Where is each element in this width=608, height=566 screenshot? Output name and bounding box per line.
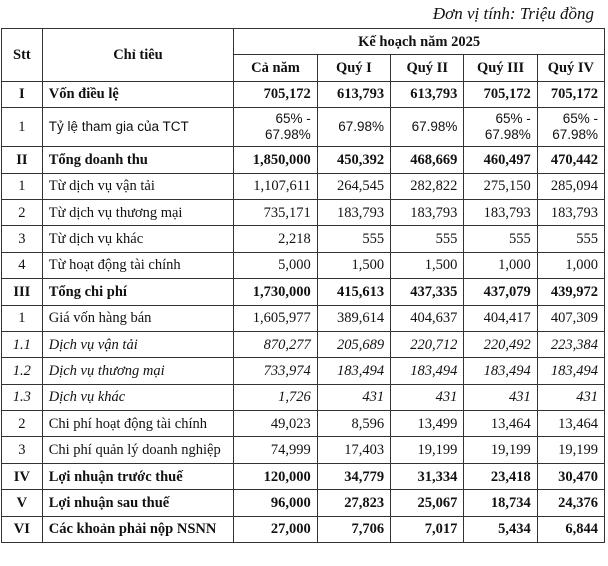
- row-value: 470,442: [537, 147, 604, 173]
- row-value: 17,403: [317, 437, 390, 463]
- row-value: 450,392: [317, 147, 390, 173]
- row-value: 431: [391, 384, 464, 410]
- row-stt: 2: [2, 411, 43, 437]
- row-value: 705,172: [464, 81, 537, 107]
- row-value: 13,499: [391, 411, 464, 437]
- table-row: [2, 516, 605, 542]
- row-value: 613,793: [391, 81, 464, 107]
- unit-note: Đơn vị tính: Triệu đồng: [432, 4, 594, 23]
- row-label: Các khoản phải nộp NSNN: [42, 516, 233, 542]
- header-col-year: Cả năm: [234, 55, 318, 81]
- table-row: [2, 252, 605, 278]
- header-col-q2: Quý II: [391, 55, 464, 81]
- row-value: 30,470: [537, 463, 604, 489]
- table-row: [2, 331, 605, 357]
- row-stt: 3: [2, 437, 43, 463]
- row-value: 5,000: [234, 252, 318, 278]
- row-label: Chi phí hoạt động tài chính: [42, 411, 233, 437]
- row-stt: II: [2, 147, 43, 173]
- row-value: 183,494: [464, 358, 537, 384]
- header-col-q4: Quý IV: [537, 55, 604, 81]
- header-col-q1: Quý I: [317, 55, 390, 81]
- row-value: 6,844: [537, 516, 604, 542]
- row-label: Tỷ lệ tham gia của TCT: [42, 108, 233, 147]
- row-value: 220,712: [391, 331, 464, 357]
- row-value: 431: [537, 384, 604, 410]
- row-value: 264,545: [317, 173, 390, 199]
- table-row: [2, 226, 605, 252]
- header-stt: Stt: [2, 29, 43, 82]
- row-value: 705,172: [537, 81, 604, 107]
- table-body: [2, 81, 605, 542]
- row-value: 431: [317, 384, 390, 410]
- row-value: 407,309: [537, 305, 604, 331]
- row-value: 437,079: [464, 279, 537, 305]
- header-col-q3: Quý III: [464, 55, 537, 81]
- row-label: Lợi nhuận trước thuế: [42, 463, 233, 489]
- row-value: 1,850,000: [234, 147, 318, 173]
- row-value: 24,376: [537, 490, 604, 516]
- row-value: 1,107,611: [234, 173, 318, 199]
- row-value: 735,171: [234, 199, 318, 225]
- row-value: 19,199: [391, 437, 464, 463]
- row-value: 404,417: [464, 305, 537, 331]
- row-stt: 2: [2, 199, 43, 225]
- row-label: Lợi nhuận sau thuế: [42, 490, 233, 516]
- row-value: 1,726: [234, 384, 318, 410]
- row-value: 49,023: [234, 411, 318, 437]
- table-row: [2, 147, 605, 173]
- row-value: 8,596: [317, 411, 390, 437]
- row-value: 120,000: [234, 463, 318, 489]
- row-value: 13,464: [464, 411, 537, 437]
- row-value: 1,605,977: [234, 305, 318, 331]
- row-stt: 1: [2, 173, 43, 199]
- table-row: [2, 411, 605, 437]
- table-row: [2, 305, 605, 331]
- row-value: 555: [464, 226, 537, 252]
- row-value: 13,464: [537, 411, 604, 437]
- row-label: Từ hoạt động tài chính: [42, 252, 233, 278]
- row-value: 205,689: [317, 331, 390, 357]
- row-value: 705,172: [234, 81, 318, 107]
- row-value: 31,334: [391, 463, 464, 489]
- row-value: 34,779: [317, 463, 390, 489]
- row-label: Từ dịch vụ khác: [42, 226, 233, 252]
- row-stt: IV: [2, 463, 43, 489]
- row-value: 555: [391, 226, 464, 252]
- row-value: 19,199: [537, 437, 604, 463]
- row-value: 555: [537, 226, 604, 252]
- row-value: 183,494: [391, 358, 464, 384]
- row-value: 437,335: [391, 279, 464, 305]
- row-value: 67.98%: [391, 108, 464, 147]
- row-value: 275,150: [464, 173, 537, 199]
- row-value: 870,277: [234, 331, 318, 357]
- row-stt: 4: [2, 252, 43, 278]
- row-value: 415,613: [317, 279, 390, 305]
- table-row: [2, 358, 605, 384]
- row-value: 2,218: [234, 226, 318, 252]
- row-label: Tổng doanh thu: [42, 147, 233, 173]
- plan-table: [1, 28, 605, 543]
- row-label: Từ dịch vụ vận tải: [42, 173, 233, 199]
- row-value: 183,793: [317, 199, 390, 225]
- row-value: 65% - 67.98%: [234, 108, 318, 147]
- row-label: Dịch vụ thương mại: [42, 358, 233, 384]
- row-stt: V: [2, 490, 43, 516]
- row-stt: I: [2, 81, 43, 107]
- row-label: Tổng chi phí: [42, 279, 233, 305]
- row-value: 23,418: [464, 463, 537, 489]
- row-value: 7,017: [391, 516, 464, 542]
- row-value: 27,000: [234, 516, 318, 542]
- row-value: 183,793: [537, 199, 604, 225]
- row-value: 18,734: [464, 490, 537, 516]
- row-label: Giá vốn hàng bán: [42, 305, 233, 331]
- row-value: 65% - 67.98%: [537, 108, 604, 147]
- row-value: 1,500: [391, 252, 464, 278]
- row-value: 468,669: [391, 147, 464, 173]
- row-value: 285,094: [537, 173, 604, 199]
- header-plan: Kế hoạch năm 2025: [234, 29, 605, 55]
- row-value: 439,972: [537, 279, 604, 305]
- header-row-top: [2, 29, 605, 55]
- row-value: 5,434: [464, 516, 537, 542]
- row-stt: 1.1: [2, 331, 43, 357]
- row-value: 1,000: [537, 252, 604, 278]
- table-row: [2, 490, 605, 516]
- row-value: 223,384: [537, 331, 604, 357]
- row-label: Dịch vụ khác: [42, 384, 233, 410]
- row-value: 74,999: [234, 437, 318, 463]
- row-stt: VI: [2, 516, 43, 542]
- row-value: 404,637: [391, 305, 464, 331]
- row-value: 1,500: [317, 252, 390, 278]
- row-value: 460,497: [464, 147, 537, 173]
- row-value: 389,614: [317, 305, 390, 331]
- row-value: 183,793: [391, 199, 464, 225]
- row-value: 220,492: [464, 331, 537, 357]
- table-row: [2, 437, 605, 463]
- row-stt: III: [2, 279, 43, 305]
- row-value: 25,067: [391, 490, 464, 516]
- row-value: 67.98%: [317, 108, 390, 147]
- row-value: 7,706: [317, 516, 390, 542]
- row-stt: 3: [2, 226, 43, 252]
- row-stt: 1.2: [2, 358, 43, 384]
- row-stt: 1.3: [2, 384, 43, 410]
- header-indicator: Chỉ tiêu: [42, 29, 233, 82]
- table-row: [2, 173, 605, 199]
- row-value: 1,730,000: [234, 279, 318, 305]
- row-value: 27,823: [317, 490, 390, 516]
- row-value: 183,494: [317, 358, 390, 384]
- row-value: 1,000: [464, 252, 537, 278]
- row-value: 96,000: [234, 490, 318, 516]
- table-row: [2, 199, 605, 225]
- row-value: 183,793: [464, 199, 537, 225]
- row-value: 65% - 67.98%: [464, 108, 537, 147]
- row-label: Vốn điều lệ: [42, 81, 233, 107]
- table-row: [2, 384, 605, 410]
- row-stt: 1: [2, 108, 43, 147]
- row-label: Từ dịch vụ thương mại: [42, 199, 233, 225]
- row-value: 183,494: [537, 358, 604, 384]
- row-value: 733,974: [234, 358, 318, 384]
- table-row: [2, 463, 605, 489]
- row-value: 282,822: [391, 173, 464, 199]
- row-value: 555: [317, 226, 390, 252]
- row-value: 431: [464, 384, 537, 410]
- row-label: Chi phí quản lý doanh nghiệp: [42, 437, 233, 463]
- row-stt: 1: [2, 305, 43, 331]
- row-value: 613,793: [317, 81, 390, 107]
- row-label: Dịch vụ vận tải: [42, 331, 233, 357]
- row-value: 19,199: [464, 437, 537, 463]
- table-row: [2, 108, 605, 147]
- table-row: [2, 279, 605, 305]
- table-row: [2, 81, 605, 107]
